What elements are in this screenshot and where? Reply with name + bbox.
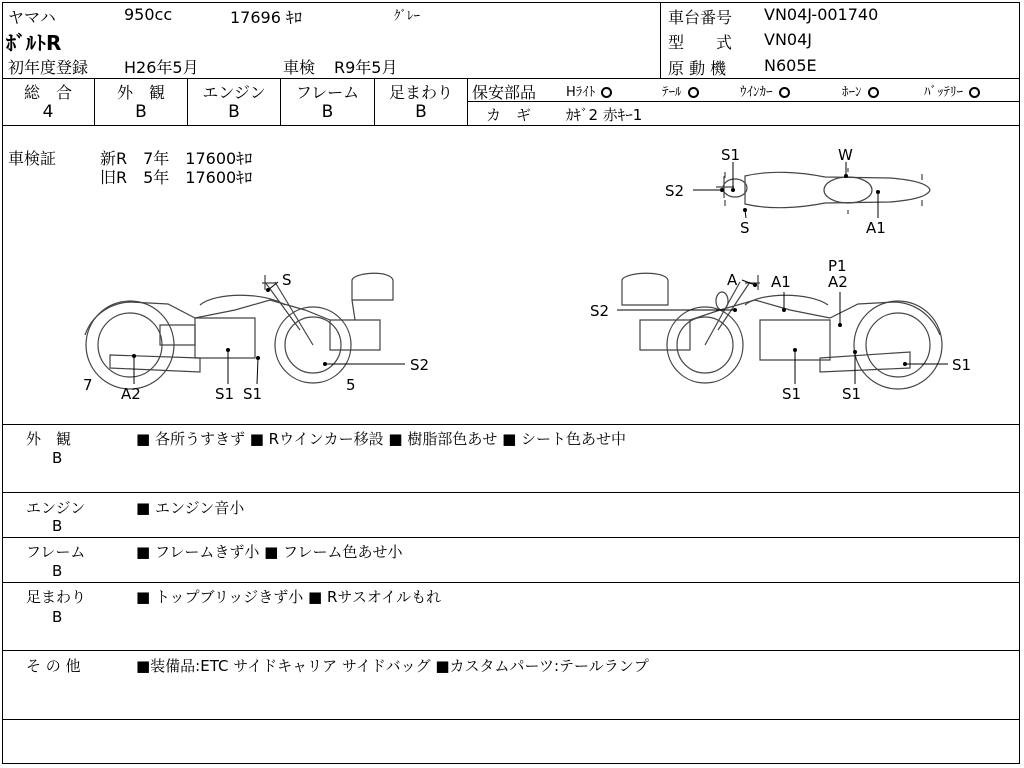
section-notes-other: ■装備品:ETC サイドキャリア サイドバッグ ■カスタムパーツ:テールランプ [136, 657, 649, 675]
grade-label-suspension: 足まわり [388, 83, 453, 102]
inspection-value: R9年5月 [334, 58, 398, 77]
mark-left-a2: A2 [121, 385, 141, 403]
type-label: 型 式 [668, 33, 733, 52]
model-name: ﾎﾞﾙﾄR [6, 31, 62, 55]
grade-value-engine: B [228, 102, 240, 122]
mark-right-a1: A1 [771, 273, 791, 291]
key-label: カ ギ [486, 106, 532, 124]
section-notes-suspension: ■ トップブリッジきず小 ■ Rサスオイルもれ [136, 588, 442, 606]
ok-circle-icon [779, 87, 790, 98]
grade-value-frame: B [321, 102, 334, 122]
mark-right-a2: A2 [828, 273, 848, 291]
mark-right-s1a: S1 [782, 385, 802, 403]
grade-label-frame: フレーム [295, 83, 360, 102]
mark-right-s1c: S1 [952, 356, 972, 374]
ok-circle-icon [969, 87, 980, 98]
shaken-old: 旧R 5年 17600ｷﾛ [100, 168, 253, 187]
ok-circle-icon [601, 87, 612, 98]
section-notes-frame: ■ フレームきず小 ■ フレーム色あせ小 [136, 543, 403, 561]
grade-label-exterior: 外 観 [116, 83, 165, 102]
safety-title: 保安部品 [472, 83, 537, 102]
ok-circle-icon [688, 87, 699, 98]
first-reg-value: H26年5月 [124, 58, 199, 77]
header-divider [660, 2, 661, 78]
safety-item-horn: ﾎｰﾝ [842, 81, 879, 100]
mark-left-5: 5 [346, 376, 356, 394]
section-label-other: そ の 他 [26, 657, 81, 675]
inspection-label: 車検 [283, 58, 316, 77]
safety-item-winker: ｳｲﾝｶｰ [740, 81, 790, 100]
frame-no-label: 車台番号 [668, 8, 733, 27]
shaken-new: 新R 7年 17600ｷﾛ [100, 149, 253, 168]
mark-top-s1: S1 [721, 146, 741, 164]
mark-top-s: S [740, 219, 750, 237]
shaken-label: 車検証 [8, 149, 57, 168]
safety-item-headlight: Hﾗｲﾄ [566, 81, 612, 100]
safety-item-battery: ﾊﾞｯﾃﾘｰ [924, 81, 980, 100]
grade-table-top [2, 78, 1020, 79]
frame-no-value: VN04J-001740 [764, 5, 879, 24]
section-label-frame: フレーム [26, 543, 86, 561]
section-grade-engine: B [52, 517, 63, 535]
mark-left-s2: S2 [410, 356, 430, 374]
engine-value: N605E [764, 56, 817, 75]
mark-right-s1b: S1 [842, 385, 862, 403]
grade-label-engine: エンジン [202, 83, 266, 102]
engine-label: 原 動 機 [668, 59, 727, 78]
section-label-suspension: 足まわり [26, 588, 87, 606]
grade-label-overall: 総 合 [23, 83, 72, 102]
mark-top-s2: S2 [665, 182, 685, 200]
mark-right-s2: S2 [590, 302, 610, 320]
damage-diagram [0, 126, 1024, 424]
ok-circle-icon [868, 87, 879, 98]
maker: ヤマハ [8, 8, 56, 27]
mark-top-a1: A1 [866, 219, 886, 237]
section-notes-engine: ■ エンジン音小 [136, 499, 245, 517]
mark-left-s: S [282, 271, 292, 289]
mark-top-w: W [838, 146, 853, 164]
safety-divider [467, 101, 1020, 102]
section-label-engine: エンジン [26, 499, 86, 517]
first-reg-label: 初年度登録 [8, 58, 89, 77]
section-grade-frame: B [52, 562, 63, 580]
mark-left-s1a: S1 [215, 385, 235, 403]
color: ｸﾞﾚｰ [394, 9, 420, 24]
bike-top-view [716, 168, 930, 214]
section-grade-suspension: B [52, 608, 63, 626]
key-value: ｶｷﾞ2 赤ｷｰ1 [566, 106, 643, 124]
mark-left-7: 7 [83, 376, 93, 394]
grade-value-overall: 4 [42, 102, 54, 122]
mark-right-a: A [727, 271, 738, 289]
section-grade-exterior: B [52, 449, 63, 467]
displacement: 950cc [124, 5, 173, 24]
mark-right-p1: P1 [828, 257, 847, 275]
grade-value-exterior: B [135, 102, 147, 122]
section-notes-exterior: ■ 各所うすきず ■ Rウインカー移設 ■ 樹脂部色あせ ■ シート色あせ中 [136, 430, 627, 448]
type-value: VN04J [764, 30, 812, 49]
mark-left-s1b: S1 [243, 385, 263, 403]
grade-value-suspension: B [415, 102, 427, 122]
mileage: 17696 ｷﾛ [230, 8, 302, 27]
safety-item-tail: ﾃｰﾙ [662, 81, 699, 100]
bike-left-view [85, 273, 393, 389]
section-label-exterior: 外 観 [26, 430, 72, 448]
